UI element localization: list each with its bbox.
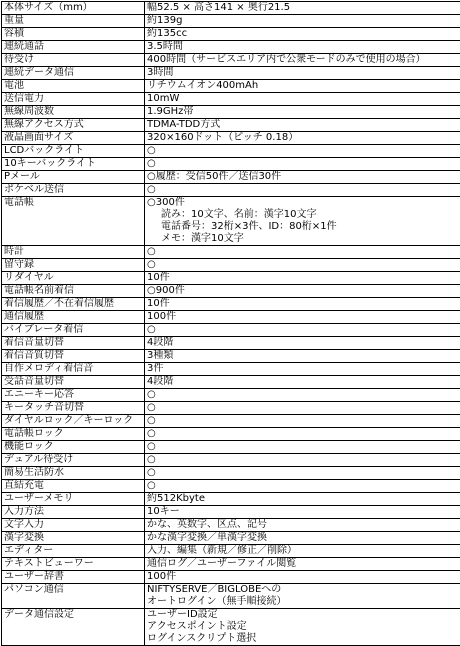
spec-label: ダイヤルロック／キーロック xyxy=(2,415,145,428)
spec-row xyxy=(2,324,460,337)
spec-label: 通信履歴 xyxy=(2,311,145,324)
spec-label: Pメール xyxy=(2,171,145,184)
spec-label: 着信音質切替 xyxy=(2,350,145,363)
spec-value xyxy=(145,119,460,132)
spec-label: バイブレータ着信 xyxy=(2,324,145,337)
spec-value-line: 約135cc xyxy=(147,28,458,40)
spec-label: 無線周波数 xyxy=(2,106,145,119)
spec-value-line: 1.9GHz帯 xyxy=(147,106,458,118)
spec-label: 入力方法 xyxy=(2,506,145,519)
spec-value xyxy=(145,145,460,158)
spec-value xyxy=(145,350,460,363)
spec-label: 自作メロディ着信音 xyxy=(2,363,145,376)
spec-value-line: ○ xyxy=(147,480,458,492)
spec-row xyxy=(2,506,460,519)
spec-row xyxy=(2,158,460,171)
spec-value-line: メモ：漢字10文字 xyxy=(147,233,458,245)
spec-value-line: 約139g xyxy=(147,15,458,27)
spec-table-body xyxy=(2,2,460,646)
spec-label: 電話帳名前着信 xyxy=(2,285,145,298)
spec-value-line: 約512Kbyte xyxy=(147,493,458,505)
spec-label: LCDバックライト xyxy=(2,145,145,158)
spec-value-line: ○300件 xyxy=(147,197,458,209)
spec-value-line: 400時間（サービスエリア内で公衆モードのみで使用の場合） xyxy=(147,54,458,66)
spec-value-line: かな、英数字、区点、記号 xyxy=(147,519,458,531)
spec-label: 時計 xyxy=(2,246,145,259)
spec-label: 漢字変換 xyxy=(2,532,145,545)
spec-value xyxy=(145,337,460,350)
spec-value xyxy=(145,158,460,171)
spec-row xyxy=(2,493,460,506)
spec-row xyxy=(2,259,460,272)
spec-value-line: ○ xyxy=(147,158,458,170)
spec-value xyxy=(145,506,460,519)
spec-label: 容積 xyxy=(2,28,145,41)
spec-value-line: アクセスポイント設定 xyxy=(147,621,458,633)
spec-value-line: 3時間 xyxy=(147,67,458,79)
spec-value xyxy=(145,285,460,298)
spec-value-line: 10件 xyxy=(147,298,458,310)
spec-value-line: ○ xyxy=(147,184,458,196)
spec-label: ユーザー辞書 xyxy=(2,571,145,584)
spec-value-line: 入力、編集（新規／修正／削除） xyxy=(147,545,458,557)
spec-value xyxy=(145,558,460,571)
spec-value-line: NIFTYSERVE／BIGLOBEへの xyxy=(147,584,458,596)
spec-row xyxy=(2,571,460,584)
spec-value xyxy=(145,454,460,467)
spec-value-line: 幅52.5 × 高さ141 × 奥行21.5 xyxy=(147,2,458,14)
spec-value-line: ○900件 xyxy=(147,285,458,297)
spec-label: 留守録 xyxy=(2,259,145,272)
spec-value-line: 100件 xyxy=(147,571,458,583)
spec-value-line: リチウムイオン400mAh xyxy=(147,80,458,92)
spec-label: エディター xyxy=(2,545,145,558)
spec-row xyxy=(2,337,460,350)
spec-value-line: 3.5時間 xyxy=(147,41,458,53)
spec-value-line: 10キー xyxy=(147,506,458,518)
spec-row xyxy=(2,285,460,298)
spec-row xyxy=(2,428,460,441)
spec-value-line: ○ xyxy=(147,402,458,414)
spec-value xyxy=(145,184,460,197)
spec-value xyxy=(145,609,460,646)
spec-row xyxy=(2,415,460,428)
spec-row xyxy=(2,106,460,119)
spec-row xyxy=(2,145,460,158)
spec-row xyxy=(2,558,460,571)
spec-value xyxy=(145,493,460,506)
spec-value xyxy=(145,480,460,493)
spec-label: 着信音量切替 xyxy=(2,337,145,350)
spec-row xyxy=(2,246,460,259)
spec-value-line: 100件 xyxy=(147,311,458,323)
spec-value-line: ○ xyxy=(147,428,458,440)
spec-value-line: ○ xyxy=(147,454,458,466)
spec-label: 重量 xyxy=(2,15,145,28)
spec-row xyxy=(2,350,460,363)
spec-row xyxy=(2,197,460,246)
spec-label: 連続通話 xyxy=(2,41,145,54)
spec-sheet xyxy=(1,1,458,646)
spec-value xyxy=(145,106,460,119)
spec-row xyxy=(2,54,460,67)
spec-value xyxy=(145,197,460,246)
spec-value xyxy=(145,532,460,545)
spec-value xyxy=(145,467,460,480)
spec-value xyxy=(145,441,460,454)
spec-value-line: TDMA-TDD方式 xyxy=(147,119,458,131)
spec-value-line: ○ xyxy=(147,389,458,401)
spec-value xyxy=(145,571,460,584)
spec-label: データ通信設定 xyxy=(2,609,145,646)
spec-row xyxy=(2,376,460,389)
spec-label: リダイヤル xyxy=(2,272,145,285)
spec-value-line: 4段階 xyxy=(147,376,458,388)
spec-value xyxy=(145,389,460,402)
spec-value xyxy=(145,246,460,259)
spec-label: テキストビューワー xyxy=(2,558,145,571)
spec-row xyxy=(2,311,460,324)
spec-row xyxy=(2,545,460,558)
spec-row xyxy=(2,454,460,467)
spec-value-line: ○ xyxy=(147,415,458,427)
spec-value-line: ○履歴：受信50件／送信30件 xyxy=(147,171,458,183)
spec-row xyxy=(2,171,460,184)
spec-value xyxy=(145,28,460,41)
spec-value xyxy=(145,584,460,609)
spec-value xyxy=(145,2,460,15)
spec-value-line: 4段階 xyxy=(147,337,458,349)
spec-row xyxy=(2,93,460,106)
spec-row xyxy=(2,363,460,376)
spec-label: ユーザーメモリ xyxy=(2,493,145,506)
spec-row xyxy=(2,67,460,80)
spec-row xyxy=(2,519,460,532)
spec-value-line: 通信ログ／ユーザーファイル閲覧 xyxy=(147,558,458,570)
spec-row xyxy=(2,132,460,145)
spec-value xyxy=(145,80,460,93)
spec-label: 無線アクセス方式 xyxy=(2,119,145,132)
spec-row xyxy=(2,119,460,132)
spec-value-line: ○ xyxy=(147,324,458,336)
spec-value xyxy=(145,545,460,558)
spec-value xyxy=(145,132,460,145)
spec-value-line: ユーザーID設定 xyxy=(147,609,458,621)
spec-value xyxy=(145,519,460,532)
spec-value-line: ○ xyxy=(147,441,458,453)
spec-row xyxy=(2,80,460,93)
spec-row xyxy=(2,441,460,454)
spec-value-line: 10mW xyxy=(147,93,458,105)
spec-value-line: ○ xyxy=(147,246,458,258)
spec-value xyxy=(145,415,460,428)
spec-row xyxy=(2,389,460,402)
spec-value xyxy=(145,93,460,106)
spec-value-line: オートログイン（無手順接続） xyxy=(147,596,458,608)
spec-row xyxy=(2,402,460,415)
spec-row xyxy=(2,480,460,493)
spec-label: 電話帳ロック xyxy=(2,428,145,441)
spec-value xyxy=(145,324,460,337)
spec-value xyxy=(145,259,460,272)
spec-label: 簡易生活防水 xyxy=(2,467,145,480)
spec-label: 送信電力 xyxy=(2,93,145,106)
spec-value-line: 電話番号：32桁×3件、ID：80桁×1件 xyxy=(147,221,458,233)
spec-value xyxy=(145,272,460,285)
spec-label: 電話帳 xyxy=(2,197,145,246)
spec-value xyxy=(145,41,460,54)
spec-value-line: ○ xyxy=(147,145,458,157)
spec-label: 文字入力 xyxy=(2,519,145,532)
spec-label: エニーキー応答 xyxy=(2,389,145,402)
spec-label: 直結充電 xyxy=(2,480,145,493)
spec-value xyxy=(145,15,460,28)
spec-row xyxy=(2,28,460,41)
spec-value-line: ○ xyxy=(147,259,458,271)
spec-value xyxy=(145,298,460,311)
spec-value xyxy=(145,428,460,441)
spec-label: 電池 xyxy=(2,80,145,93)
spec-value-line: かな漢字変換／単漢字変換 xyxy=(147,532,458,544)
spec-value-line: 10件 xyxy=(147,272,458,284)
spec-value xyxy=(145,171,460,184)
spec-row xyxy=(2,298,460,311)
spec-value-line: ログインスクリプト選択 xyxy=(147,633,458,645)
spec-label: 着信履歴／不在着信履歴 xyxy=(2,298,145,311)
spec-row xyxy=(2,272,460,285)
spec-label: 受話音量切替 xyxy=(2,376,145,389)
spec-row xyxy=(2,184,460,197)
spec-value xyxy=(145,54,460,67)
spec-value-line: 3件 xyxy=(147,363,458,375)
spec-label: 待受け xyxy=(2,54,145,67)
spec-row xyxy=(2,41,460,54)
spec-label: 本体サイズ（mm） xyxy=(2,2,145,15)
spec-value-line: 320×160ドット（ピッチ 0.18） xyxy=(147,132,458,144)
spec-label: 液晶画面サイズ xyxy=(2,132,145,145)
spec-label: パソコン通信 xyxy=(2,584,145,609)
spec-label: 連続データ通信 xyxy=(2,67,145,80)
spec-value xyxy=(145,363,460,376)
spec-label: キータッチ音切替 xyxy=(2,402,145,415)
spec-value-line: 3種類 xyxy=(147,350,458,362)
spec-label: ポケベル送信 xyxy=(2,184,145,197)
spec-row xyxy=(2,467,460,480)
spec-value xyxy=(145,402,460,415)
spec-row xyxy=(2,532,460,545)
spec-value-line: 読み：10文字、名前：漢字10文字 xyxy=(147,209,458,221)
spec-value xyxy=(145,67,460,80)
spec-value xyxy=(145,311,460,324)
spec-value-line: ○ xyxy=(147,467,458,479)
spec-row xyxy=(2,609,460,646)
spec-row xyxy=(2,2,460,15)
spec-table xyxy=(1,1,460,646)
spec-label: 10キーバックライト xyxy=(2,158,145,171)
spec-row xyxy=(2,584,460,609)
spec-label: デュアル待受け xyxy=(2,454,145,467)
spec-label: 機能ロック xyxy=(2,441,145,454)
spec-row xyxy=(2,15,460,28)
spec-value xyxy=(145,376,460,389)
